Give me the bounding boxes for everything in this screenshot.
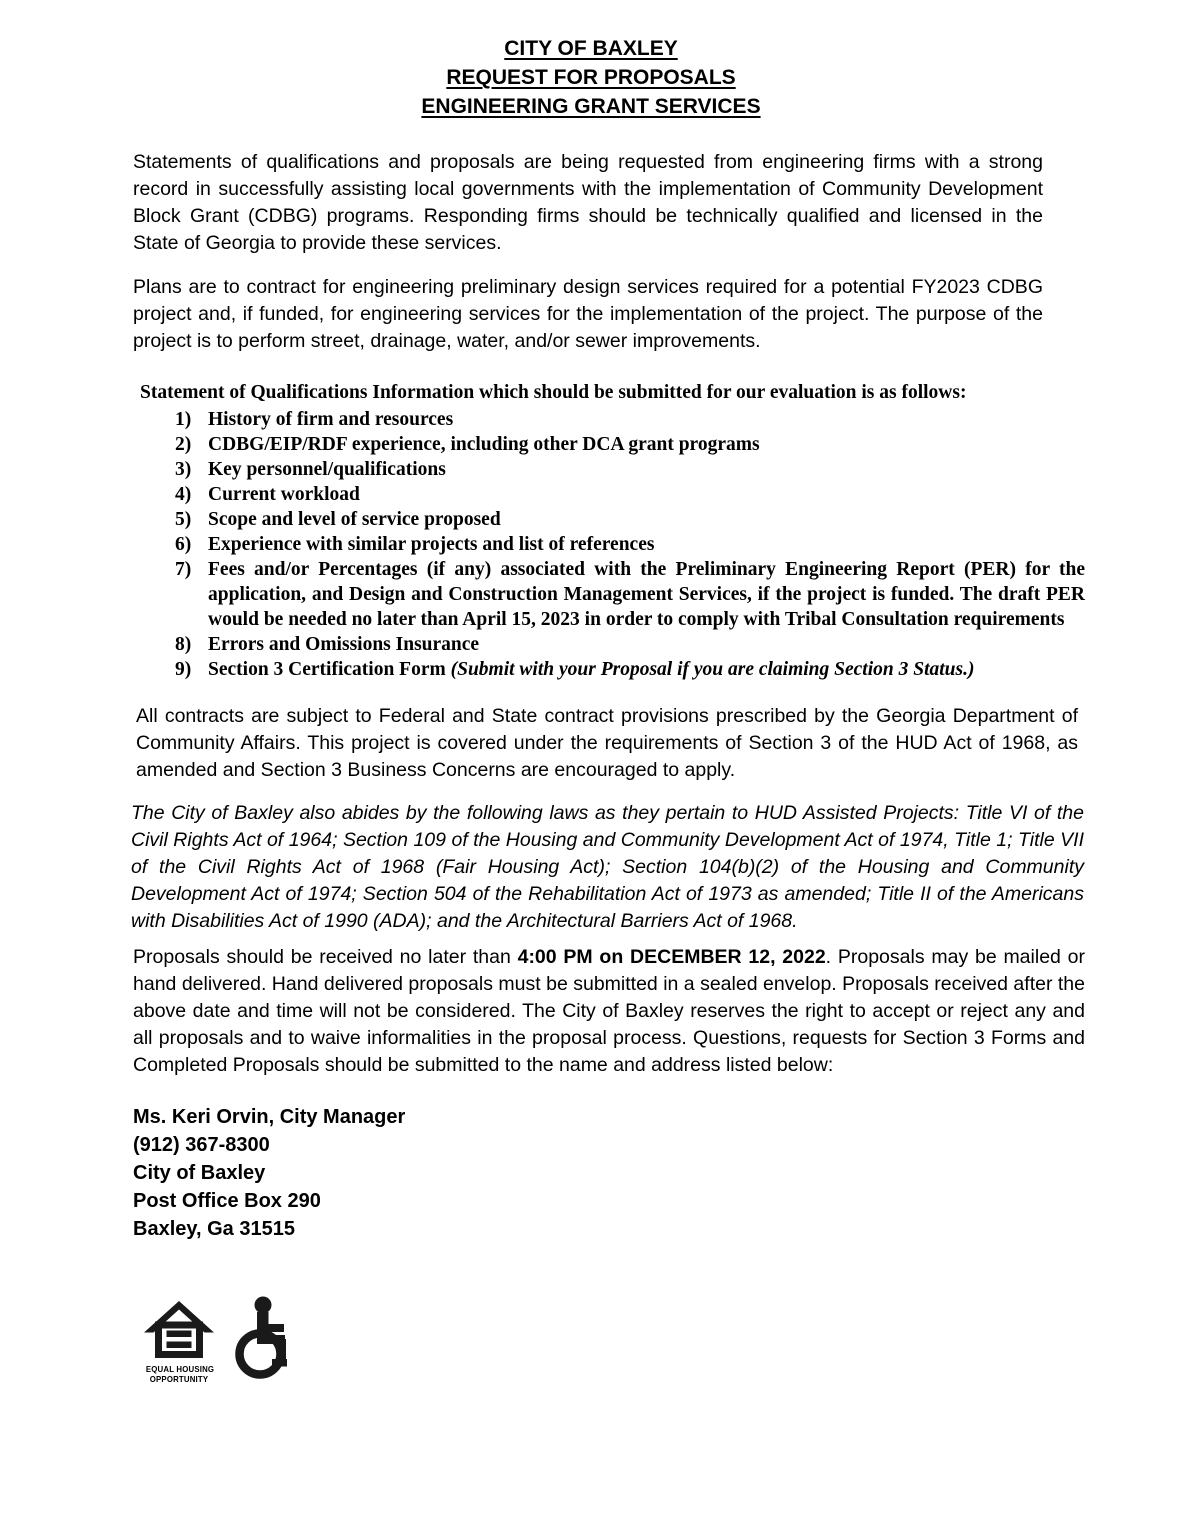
- equal-housing-line2: OPPORTUNITY: [149, 1374, 209, 1384]
- qualification-item-6: [175, 532, 1085, 557]
- item-text-italic-note: (Submit with your Proposal if you are claiming Section 3 Status.): [450, 659, 975, 680]
- paragraph-contracts: All contracts are subject to Federal and State contract provisions prescribed by the Georgia Department of Community Affairs. This project is covered under the requirements of Section 3 of the HUD Act of 1968, as amended and Section 3 Business Concerns are encouraged to apply.: [136, 705, 1078, 781]
- title-line-rfp: REQUEST FOR PROPOSALS: [446, 66, 736, 89]
- document-title: [0, 0, 1182, 121]
- paragraph-deadline: [133, 944, 1085, 1079]
- contact-name: Ms. Keri Orvin, City Manager: [133, 1106, 406, 1128]
- qualifications-heading: Statement of Qualifications Information which should be submitted for our evaluation is as follows:: [140, 382, 967, 403]
- qualification-item-9: [175, 657, 1085, 682]
- equal-housing-text: [145, 1364, 215, 1384]
- deadline-prefix: Proposals should be received no later than: [133, 946, 518, 968]
- qualification-item-5: [175, 507, 1085, 532]
- contact-city-state-zip: Baxley, Ga 31515: [133, 1218, 295, 1240]
- item-number: 8): [175, 634, 192, 655]
- item-text: Current workload: [208, 484, 360, 505]
- item-number: 4): [175, 484, 192, 505]
- item-number: 5): [175, 509, 192, 530]
- wheelchair-icon: [235, 1296, 297, 1380]
- house-equals-icon: [144, 1301, 214, 1358]
- item-text: [208, 657, 1085, 682]
- paragraph-plans: Plans are to contract for engineering preliminary design services required for a potential FY2023 CDBG project and, if funded, for engineering services for the implementation of the project. The purpose of the project is to perform street, drainage, water, and/or sewer improvements.: [133, 276, 1043, 352]
- contact-org: City of Baxley: [133, 1162, 266, 1184]
- qualification-item-7: [175, 557, 1085, 632]
- qualification-item-1: [175, 407, 1085, 432]
- qualification-item-3: [175, 457, 1085, 482]
- item-number: 6): [175, 534, 192, 555]
- item-number: 1): [175, 409, 192, 430]
- item-number: 3): [175, 459, 192, 480]
- contact-phone: (912) 367-8300: [133, 1134, 270, 1156]
- contact-po-box: Post Office Box 290: [133, 1190, 321, 1212]
- item-text: Scope and level of service proposed: [208, 509, 501, 530]
- item-text: CDBG/EIP/RDF experience, including other DCA grant programs: [208, 434, 760, 455]
- item-text: Fees and/or Percentages (if any) associated with the Preliminary Engineering Report (PER) for the application, and Design and Construction Management Services, if the project is funded. The draft PER would be needed no later than April 15, 2023 in order to comply with Tribal Consultation requirements: [208, 559, 1085, 630]
- paragraph-qualifications-request: Statements of qualifications and proposals are being requested from engineering firms with a strong record in successfully assisting local governments with the implementation of Community Development Block Grant (CDBG) programs. Responding firms should be technically qualified and licensed in the State of Georgia to provide these services.: [133, 151, 1043, 254]
- qualification-item-2: [175, 432, 1085, 457]
- item-number: 9): [175, 659, 192, 680]
- paragraph-laws: The City of Baxley also abides by the following laws as they pertain to HUD Assisted Projects: Title VI of the Civil Rights Act of 1964; Section 109 of the Housing and Community Development Act of 1974, Title 1; Title VII of the Civil Rights Act of 1968 (Fair Housing Act); Section 104(b)(2) of the Housing and Community Development Act of 1974; Section 504 of the Rehabilitation Act of 1973 as amended; Title II of the Americans with Disabilities Act of 1990 (ADA); and the Architectural Barriers Act of 1968.: [131, 802, 1084, 932]
- item-text: Key personnel/qualifications: [208, 459, 446, 480]
- equal-housing-opportunity-logo: [143, 1301, 215, 1384]
- item-text: Errors and Omissions Insurance: [208, 634, 480, 655]
- title-line-services: ENGINEERING GRANT SERVICES: [421, 95, 761, 118]
- item-number: 7): [175, 559, 192, 580]
- deadline-date: 4:00 PM on DECEMBER 12, 2022: [517, 946, 826, 968]
- qualification-item-4: [175, 482, 1085, 507]
- item-number: 2): [175, 434, 192, 455]
- equal-housing-line1: EQUAL HOUSING: [145, 1364, 215, 1374]
- qualification-item-8: [175, 632, 1085, 657]
- item-text-main: Section 3 Certification Form: [208, 659, 451, 680]
- item-text: Experience with similar projects and list of references: [208, 534, 655, 555]
- qualifications-list: [175, 407, 1085, 682]
- contact-block: [133, 1103, 1182, 1243]
- title-line-city: CITY OF BAXLEY: [504, 37, 678, 60]
- deadline-suffix: . Proposals may be mailed or hand delivered. Hand delivered proposals must be submitted in a sealed envelop. Proposals received after the above date and time will not be considered. The City of Baxley reserves the right to accept or reject any and all proposals and to waive informalities in the proposal process. Questions, requests for Section 3 Forms and Completed Proposals should be submitted to the name and address listed below:: [133, 946, 1085, 1076]
- footer-logos: [143, 1301, 1182, 1384]
- item-text: History of firm and resources: [208, 409, 454, 430]
